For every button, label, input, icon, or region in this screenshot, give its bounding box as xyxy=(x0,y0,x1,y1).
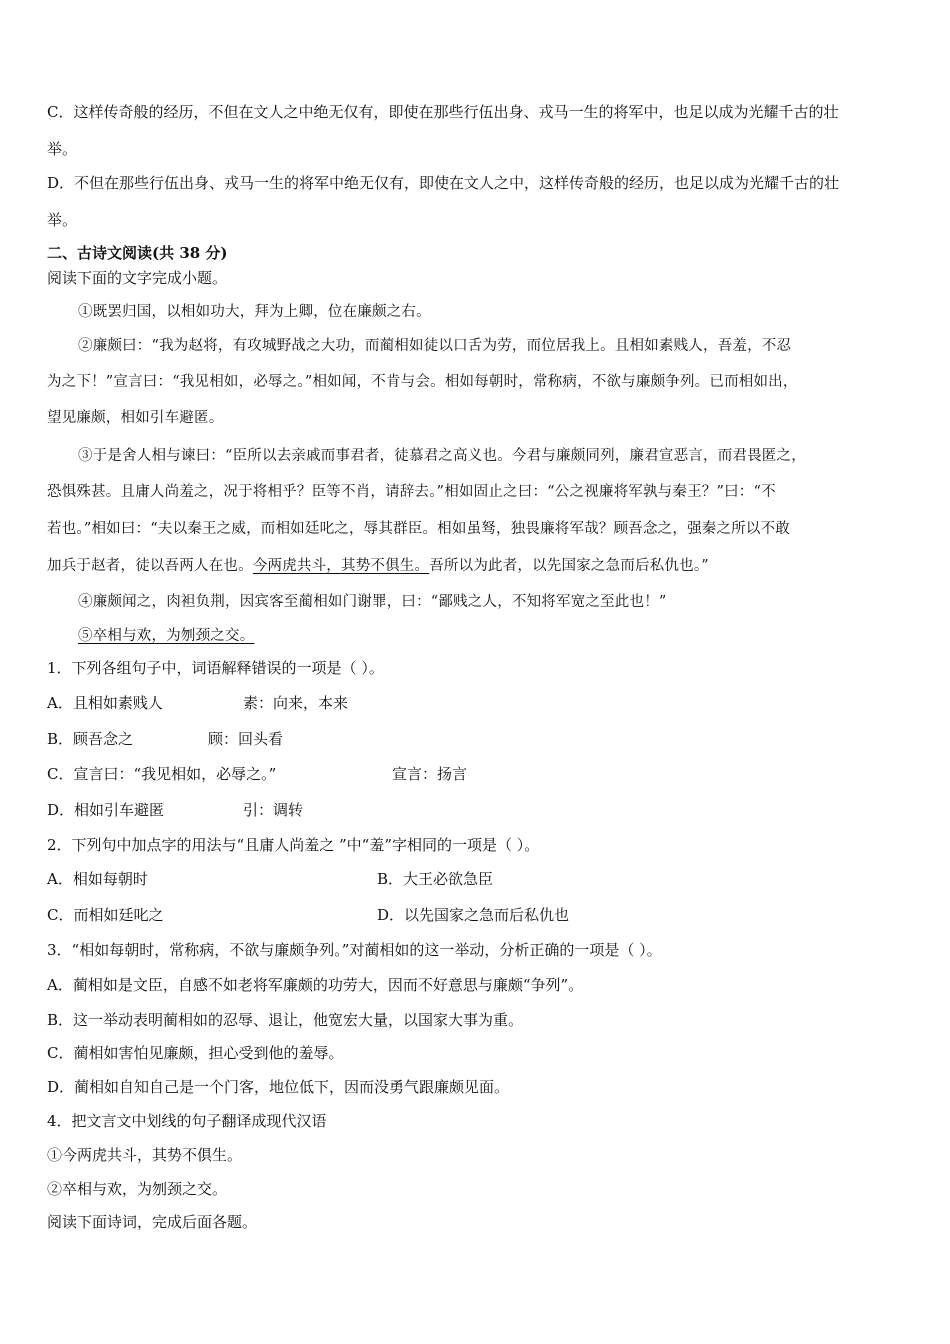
underlined-sentence-1: 今两虎共斗，其势不俱生。 xyxy=(252,558,430,574)
q3-option-c: C．蔺相如害怕见廉颇，担心受到他的羞辱。 xyxy=(47,1044,344,1062)
q1-option-a: A．且相如素贱人 xyxy=(47,694,163,712)
q2-option-d: D．以先国家之急而后私仇也 xyxy=(377,906,570,924)
q2-option-b: B．大王必欲急臣 xyxy=(377,870,494,888)
option-d-line2: 举。 xyxy=(47,211,78,229)
q1-option-b-gloss: 顾：回头看 xyxy=(208,730,284,748)
option-c-line1: C．这样传奇般的经历，不但在文人之中绝无仅有，即使在那些行伍出身、戎马一生的将军中，也足以成为光耀千古的壮 xyxy=(47,103,839,121)
q3-option-b: B．这一举动表明蔺相如的忍辱、退让，他宽宏大量，以国家大事为重。 xyxy=(47,1011,524,1029)
q3-option-d: D．蔺相如自知自己是一个门客，地位低下，因而没勇气跟廉颇见面。 xyxy=(47,1078,510,1096)
q3-option-a: A．蔺相如是文臣，自感不如老将军廉颇的功劳大，因而不好意思与廉颇“争列”。 xyxy=(47,976,584,994)
q2-stem: 2．下列句中加点字的用法与“且庸人尚羞之 ”中“羞”字相同的一项是（ ）。 xyxy=(47,836,540,854)
q1-option-b: B．顾吾念之 xyxy=(47,730,134,748)
passage-para-1: ①既罢归国，以相如功大，拜为上卿，位在廉颇之右。 xyxy=(78,304,431,320)
q2-option-c: C．而相如廷叱之 xyxy=(47,906,164,924)
q4-sentence-2: ②卒相与欢，为刎颈之交。 xyxy=(47,1180,228,1198)
q1-option-c: C．宣言曰：“我见相如，必辱之。” xyxy=(47,765,277,783)
q4-sentence-1: ①今两虎共斗，其势不俱生。 xyxy=(47,1146,243,1164)
section-title: 二、古诗文阅读(共 38 分) xyxy=(47,244,228,262)
option-c-line2: 举。 xyxy=(47,140,78,158)
q1-option-d-gloss: 引：调转 xyxy=(243,801,304,819)
q4-stem: 4．把文言文中划线的句子翻译成现代汉语 xyxy=(47,1112,327,1130)
passage-para-3-line1: ③于是舍人相与谏曰：“臣所以去亲戚而事君者，徒慕君之高义也。今君与廉颇同列，廉君宣恶言，而君畏匿之， xyxy=(78,448,806,464)
passage-para-3-line3: 若也。”相如曰：“夫以秦王之威，而相如廷叱之，辱其群臣。相如虽驽，独畏廉将军哉？顾吾念之，强秦之所以不敢 xyxy=(47,521,790,537)
passage-para-2-line3: 望见廉颇，相如引车避匿。 xyxy=(47,410,224,426)
q1-option-a-gloss: 素：向来，本来 xyxy=(243,694,349,712)
underlined-sentence-2: ⑤卒相与欢，为刎颈之交。 xyxy=(78,628,255,644)
passage-text: 吾所以为此者，以先国家之急而后私仇也。” xyxy=(429,558,709,574)
passage-para-2-line1: ②廉颇曰：“我为赵将，有攻城野战之大功，而蔺相如徒以口舌为劳，而位居我上。且相如素贱人，吾羞，不忍 xyxy=(78,338,792,354)
q1-stem: 1．下列各组句子中，词语解释错误的一项是（ ）。 xyxy=(47,659,384,677)
closing-instruction: 阅读下面诗词，完成后面各题。 xyxy=(47,1213,258,1231)
option-d-line1: D．不但在那些行伍出身、戎马一生的将军中绝无仅有，即使在文人之中，这样传奇般的经历，也足以成为光耀千古的壮 xyxy=(47,174,840,192)
passage-para-2-line2: 为之下！”宣言曰：“我见相如，必辱之。”相如闻，不肯与会。相如每朝时，常称病，不欲与廉颇争列。已而相如出， xyxy=(47,374,798,390)
q2-option-a: A．相如每朝时 xyxy=(47,870,148,888)
q1-option-d: D．相如引车避匿 xyxy=(47,801,165,819)
q3-stem: 3．“相如每朝时，常称病，不欲与廉颇争列。”对蔺相如的这一举动，分析正确的一项是（ ）。 xyxy=(47,941,662,959)
passage-para-4: ④廉颇闻之，肉袒负荆，因宾客至蔺相如门谢罪，曰：“鄙贱之人，不知将军宽之至此也！” xyxy=(78,594,667,610)
passage-para-3-line4 xyxy=(47,556,709,576)
passage-text: 加兵于赵者，徒以吾两人在也。 xyxy=(47,558,253,574)
q1-option-c-gloss: 宣言：扬言 xyxy=(392,765,468,783)
passage-para-3-line2: 恐惧殊甚。且庸人尚羞之，况于将相乎？臣等不肖，请辞去。”相如固止之曰：“公之视廉将军孰与秦王？”曰：“不 xyxy=(47,484,776,500)
reading-intro: 阅读下面的文字完成小题。 xyxy=(47,269,228,287)
